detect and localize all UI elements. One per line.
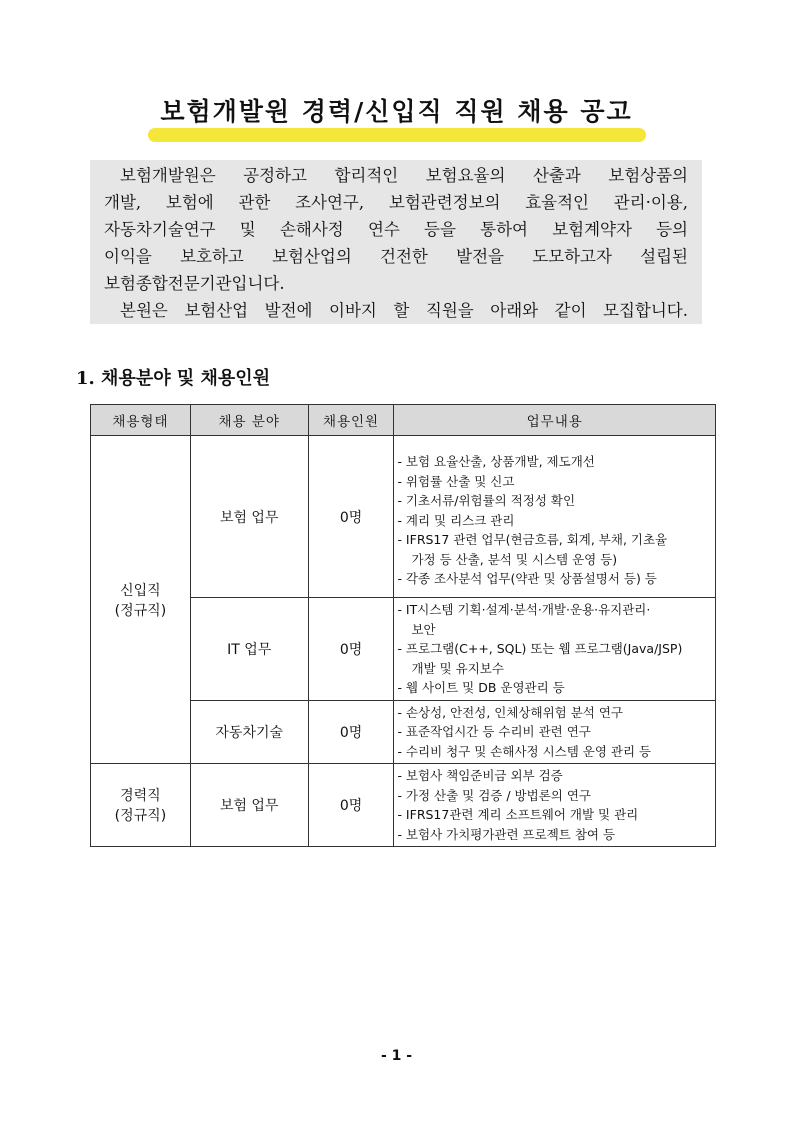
page-number: - 1 - xyxy=(380,1048,413,1064)
table-header-row xyxy=(91,405,716,436)
table-row xyxy=(91,436,716,598)
employment-type: 신입직 xyxy=(120,582,161,599)
duties-cell xyxy=(394,436,716,598)
field-cell: IT 업무 xyxy=(190,598,308,701)
duty-item: - 보험 요율산출, 상품개발, 제도개선 xyxy=(397,454,595,469)
duty-item: - 표준작업시간 등 수리비 관련 연구 xyxy=(397,724,591,739)
employment-type-cell xyxy=(91,764,191,847)
duty-item: - 보험사 책임준비금 외부 검증 xyxy=(397,768,563,783)
duty-item: - 손상성, 안전성, 인체상해위험 분석 연구 xyxy=(397,704,623,720)
title-underline-highlight xyxy=(148,128,646,142)
intro-line: 자동차기술연구 및 손해사정 연수 등을 통하여 보험계약자 등의 xyxy=(104,220,688,239)
header-type: 채용형태 xyxy=(91,405,191,436)
duty-item: - 가정 산출 및 검증 / 방법론의 연구 xyxy=(397,787,591,803)
header-duties: 업무내용 xyxy=(394,405,716,436)
employment-type-cell xyxy=(91,436,191,764)
intro-box xyxy=(90,160,702,324)
duties-cell xyxy=(394,764,716,847)
employment-type-note: (정규직) xyxy=(114,808,167,824)
intro-line: 본원은 보험산업 발전에 이바지 할 직원을 아래와 같이 모집합니다. xyxy=(120,301,688,320)
duty-item: - 웹 사이트 및 DB 운영관리 등 xyxy=(397,680,565,695)
duty-item: - IT시스템 기획·설계·분석·개발·운용·유지관리· xyxy=(397,602,651,617)
field-cell: 자동차기술 xyxy=(190,700,308,764)
intro-line: 보험종합전문기관입니다. xyxy=(104,274,285,293)
intro-line: 보험개발원은 공정하고 합리적인 보험요율의 산출과 보험상품의 xyxy=(120,166,688,185)
duty-item-continued: 보안 xyxy=(411,621,436,637)
count-cell: 0명 xyxy=(308,598,394,701)
duties-cell xyxy=(394,700,716,764)
duty-item: - IFRS17 관련 업무(현금흐름, 회계, 부채, 기초율 xyxy=(397,532,668,547)
count-cell: 0명 xyxy=(308,700,394,764)
duty-item: - IFRS17관련 계리 소프트웨어 개발 및 관리 xyxy=(397,807,639,822)
duty-item: - 수리비 청구 및 손해사정 시스템 운영 관리 등 xyxy=(397,743,652,759)
recruitment-table xyxy=(90,404,716,847)
count-cell: 0명 xyxy=(308,764,394,847)
duty-item: - 각종 조사분석 업무(약관 및 상품설명서 등) 등 xyxy=(397,571,657,586)
duty-item: - 보험사 가치평가관련 프로젝트 참여 등 xyxy=(397,826,616,842)
duty-item: - 위험률 산출 및 신고 xyxy=(397,473,515,489)
duties-cell xyxy=(394,598,716,701)
field-cell: 보험 업무 xyxy=(190,764,308,847)
section-heading: 1. 채용분야 및 채용인원 xyxy=(76,368,271,389)
employment-type-note: (정규직) xyxy=(114,602,167,619)
intro-line: 개발, 보험에 관한 조사연구, 보험관련정보의 효율적인 관리·이용, xyxy=(104,193,688,212)
employment-type: 경력직 xyxy=(120,788,161,804)
header-field: 채용 분야 xyxy=(190,405,308,436)
count-cell: 0명 xyxy=(308,436,394,598)
intro-line: 이익을 보호하고 보험산업의 건전한 발전을 도모하고자 설립된 xyxy=(104,247,688,266)
page-title: 보험개발원 경력/신입직 직원 채용 공고 xyxy=(160,97,633,126)
duty-item-continued: 가정 등 산출, 분석 및 시스템 운영 등) xyxy=(411,551,618,567)
header-count: 채용인원 xyxy=(308,405,394,436)
field-cell: 보험 업무 xyxy=(190,436,308,598)
duty-item-continued: 개발 및 유지보수 xyxy=(411,660,504,676)
duty-item: - 프로그램(C++, SQL) 또는 웹 프로그램(Java/JSP) xyxy=(397,641,683,656)
duty-item: - 기초서류/위험률의 적정성 확인 xyxy=(397,493,576,508)
table-row xyxy=(91,764,716,847)
duty-item: - 계리 및 리스크 관리 xyxy=(397,512,515,528)
